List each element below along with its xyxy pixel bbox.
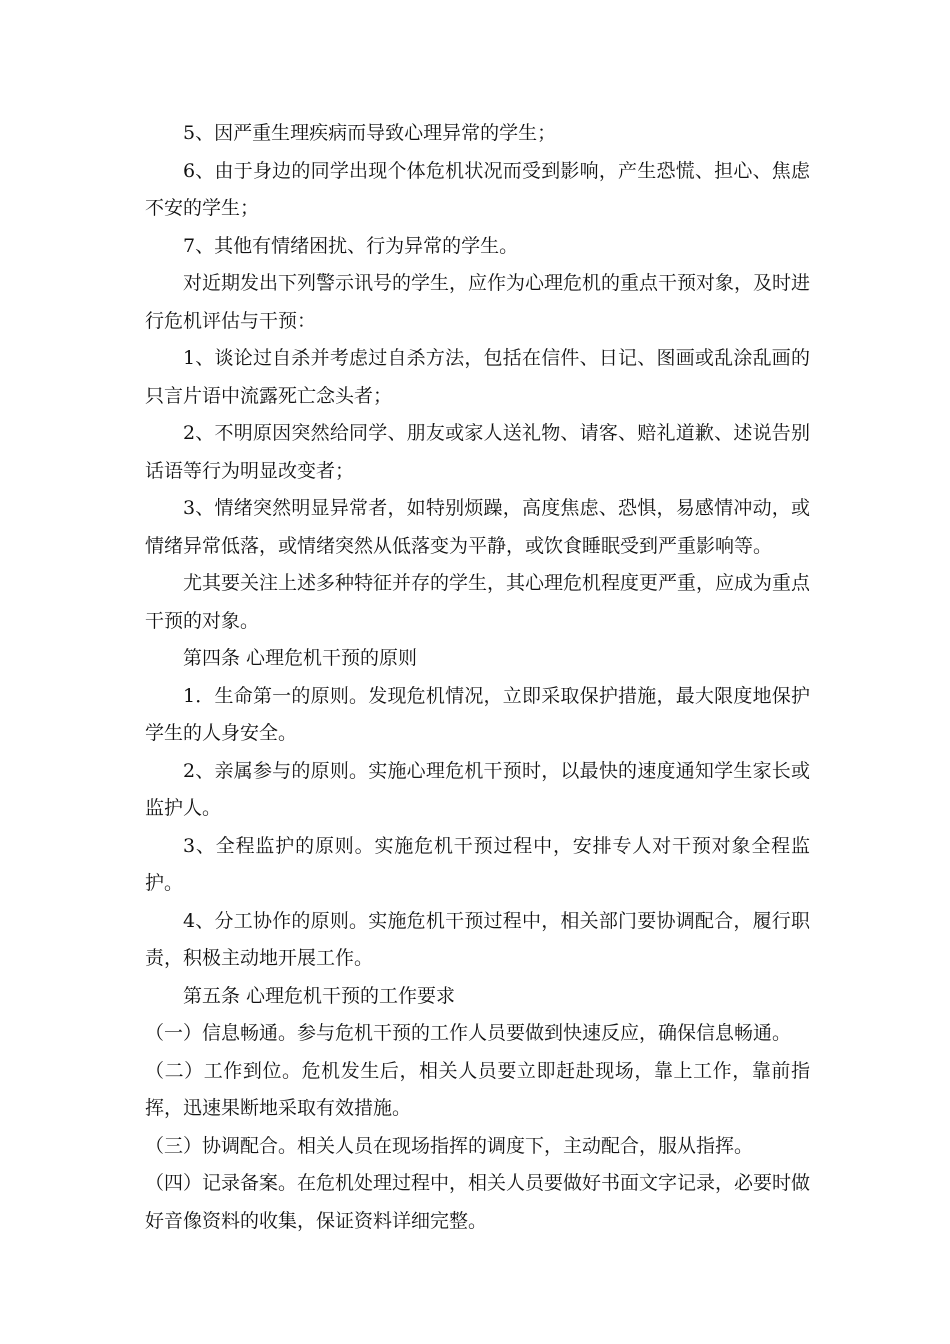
- document-body: [145, 115, 810, 1240]
- requirement-1: （一）信息畅通。参与危机干预的工作人员要做到快速反应，确保信息畅通。: [145, 1022, 792, 1044]
- list-item-6: 6、由于身边的同学出现个体危机状况而受到影响，产生恐慌、担心、焦虑不安的学生；: [145, 159, 810, 219]
- requirement-3: （三）协调配合。相关人员在现场指挥的调度下，主动配合，服从指挥。: [145, 1134, 754, 1157]
- principle-3: 3、全程监护的原则。实施危机干预过程中，安排专人对干预对象全程监护。: [145, 834, 810, 894]
- warning-signal-1: 1、谈论过自杀并考虑过自杀方法，包括在信件、日记、图画或乱涂乱画的只言片语中流露死亡念头者；: [145, 347, 810, 407]
- requirement-2: （二）工作到位。危机发生后，相关人员要立即赶赴现场，靠上工作，靠前指挥，迅速果断地采取有效措施。: [145, 1059, 810, 1119]
- list-item-7: 7、其他有情绪困扰、行为异常的学生。: [183, 234, 519, 257]
- key-target-note: 尤其要关注上述多种特征并存的学生，其心理危机程度更严重，应成为重点干预的对象。: [145, 572, 811, 632]
- requirement-4: （四）记录备案。在危机处理过程中，相关人员要做好书面文字记录，必要时做好音像资料的收集，保证资料详细完整。: [145, 1172, 811, 1232]
- list-item-5: 5、因严重生理疾病而导致心理异常的学生；: [183, 122, 557, 144]
- warning-signal-3: 3、情绪突然明显异常者，如特别烦躁，高度焦虑、恐惧，易感情冲动，或情绪异常低落，或情绪突然从低落变为平静，或饮食睡眠受到严重影响等。: [145, 497, 810, 557]
- warning-signals-intro: 对近期发出下列警示讯号的学生，应作为心理危机的重点干预对象，及时进行危机评估与干预：: [145, 272, 811, 332]
- principle-1: 1．生命第一的原则。发现危机情况，立即采取保护措施，最大限度地保护学生的人身安全。: [145, 684, 810, 744]
- article-4-heading: 第四条 心理危机干预的原则: [183, 647, 418, 669]
- warning-signal-2: 2、不明原因突然给同学、朋友或家人送礼物、请客、赔礼道歉、述说告别话语等行为明显改变者；: [145, 422, 810, 482]
- principle-2: 2、亲属参与的原则。实施心理危机干预时，以最快的速度通知学生家长或监护人。: [145, 759, 810, 819]
- article-5-heading: 第五条 心理危机干预的工作要求: [183, 984, 456, 1007]
- principle-4: 4、分工协作的原则。实施危机干预过程中，相关部门要协调配合，履行职责，积极主动地开展工作。: [145, 909, 810, 969]
